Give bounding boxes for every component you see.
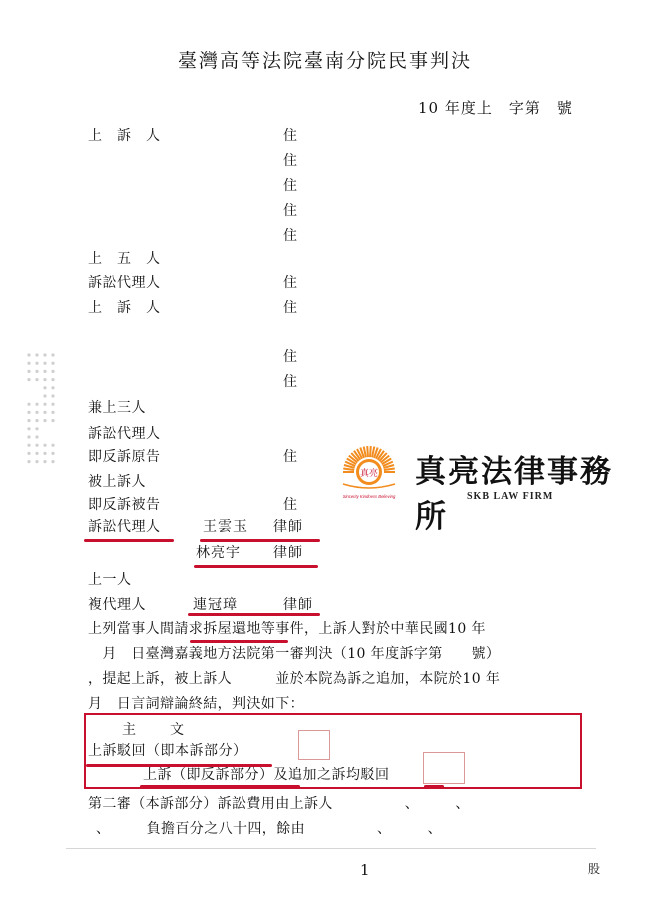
page-number: 1 [360, 861, 370, 879]
margin-dot [51, 386, 54, 389]
party-address-label: 住 [283, 153, 297, 169]
counsel-lawyer-1: 王雲玉 [203, 519, 248, 535]
margin-dot [27, 403, 30, 406]
party-role: 上 訴 人 [88, 300, 161, 316]
costs-line-2: 、 負擔百分之八十四，餘由 、 、 [96, 821, 442, 837]
sun-ray [367, 446, 368, 457]
margin-dot [27, 435, 30, 438]
body-line-1-a: 上列當事人間 [88, 621, 175, 637]
underline-counsel-role [84, 539, 174, 542]
verdict-item-2-a: 上訴（即反訴部分） [143, 767, 274, 783]
underline-claim [190, 640, 288, 643]
document-title: 臺灣高等法院臺南分院民事判決 [177, 50, 472, 72]
party-address-label: 住 [283, 300, 297, 316]
verdict-item-1: 上訴駁回（即本訴部分） [88, 743, 248, 759]
margin-dot [43, 370, 46, 373]
margin-dot [43, 411, 46, 414]
costs-line-1: 第二審（本訴部分）訴訟費用由上訴人 、 、 [88, 796, 470, 812]
party-address-label: 住 [283, 349, 297, 365]
party-address-label: 住 [283, 228, 297, 244]
counsel-role: 訴訟代理人 [88, 519, 161, 535]
party-role: 被上訴人 [88, 474, 146, 490]
margin-dot [35, 403, 38, 406]
margin-dot [27, 362, 30, 365]
margin-dot [35, 362, 38, 365]
claim-name: 請求拆屋還地 [174, 621, 261, 637]
sub-agent-name: 連冠璋 [193, 597, 238, 613]
underline-lawyer-2 [194, 565, 318, 568]
margin-dot [27, 444, 30, 447]
sun-ray [370, 446, 371, 457]
margin-dot [27, 452, 30, 455]
counsel-lawyer-1-title: 律師 [273, 519, 303, 535]
margin-dot [51, 403, 54, 406]
law-firm-watermark [327, 440, 617, 535]
margin-dot [51, 378, 54, 381]
firm-english-name: SKB LAW FIRM [467, 491, 554, 502]
body-line-1-c: 等事件，上訴人對於中華民國10 年 [260, 621, 486, 637]
margin-dot [27, 460, 30, 463]
seal-stamp-1 [298, 730, 330, 760]
counsel-lawyer-2-title: 律師 [273, 545, 303, 561]
case-number: 10 年度上 字第 號 [418, 99, 573, 117]
underline-sub-agent [188, 613, 320, 616]
margin-dot [43, 460, 46, 463]
binding-holes-decoration [26, 352, 56, 468]
party-address-label: 住 [283, 275, 297, 291]
party-role: 即反訴原告 [88, 449, 161, 465]
margin-dot [51, 460, 54, 463]
party-role: 兼上三人 [88, 400, 146, 416]
margin-dot [35, 427, 38, 430]
sub-agent-title: 律師 [283, 597, 313, 613]
underline-lawyer-1 [200, 539, 320, 542]
margin-dot [51, 444, 54, 447]
margin-dot [35, 435, 38, 438]
margin-dot [43, 378, 46, 381]
margin-dot [43, 444, 46, 447]
margin-dot [43, 403, 46, 406]
party-address-label: 住 [283, 128, 297, 144]
underline-verdict-2 [140, 785, 300, 788]
firm-name: 真亮法律事務所 [415, 454, 613, 535]
seal-stamp-2 [423, 752, 465, 784]
body-line-4: 月 日言詞辯論終結，判決如下： [88, 696, 304, 712]
margin-dot [35, 419, 38, 422]
margin-dot [27, 353, 30, 356]
margin-dot [43, 386, 46, 389]
underline-verdict-2-end [424, 785, 444, 788]
party-address-label: 住 [283, 449, 297, 465]
margin-dot [27, 419, 30, 422]
verdict-item-2-b: 及追加之訴均駁 [273, 767, 375, 783]
margin-dot [27, 427, 30, 430]
sun-logo-icon [327, 440, 411, 504]
party-role: 上 訴 人 [88, 128, 161, 144]
body-line-3: ，提起上訴，被上訴人 並於本院為訴之追加，本院於10 年 [88, 671, 501, 687]
party-address-label: 住 [283, 178, 297, 194]
margin-dot [43, 353, 46, 356]
party-address-label: 住 [283, 497, 297, 513]
margin-dot [51, 362, 54, 365]
margin-dot [43, 419, 46, 422]
sun-ray [384, 468, 395, 469]
sub-agent-role: 複代理人 [88, 597, 146, 613]
margin-dot [51, 452, 54, 455]
margin-dot [43, 394, 46, 397]
margin-dot [51, 411, 54, 414]
footer-rule [66, 848, 596, 849]
footer-mark: 股 [588, 862, 601, 876]
margin-dot [27, 378, 30, 381]
margin-dot [27, 370, 30, 373]
margin-dot [35, 353, 38, 356]
party-address-label: 住 [283, 203, 297, 219]
party-role: 訴訟代理人 [88, 275, 161, 291]
margin-dot [35, 444, 38, 447]
party-address-label: 住 [283, 374, 297, 390]
margin-dot [35, 378, 38, 381]
party-role: 上 五 人 [88, 251, 161, 267]
party-role: 即反訴被告 [88, 497, 161, 513]
verdict-item-2-c: 回 [375, 767, 390, 783]
logo-char: 真亮 [359, 469, 379, 479]
margin-dot [51, 419, 54, 422]
margin-dot [43, 362, 46, 365]
counsel-lawyer-2: 林亮宇 [196, 545, 241, 561]
sun-ray [343, 468, 354, 469]
verdict-heading: 主 文 [122, 722, 186, 738]
margin-dot [51, 394, 54, 397]
logo-tagline: Sincerity Kindness Believing [342, 494, 396, 499]
body-line-1 [88, 622, 486, 636]
sub-agent-above: 上一人 [88, 572, 132, 588]
margin-dot [51, 353, 54, 356]
margin-dot [35, 370, 38, 373]
margin-dot [43, 452, 46, 455]
margin-dot [27, 411, 30, 414]
margin-dot [51, 370, 54, 373]
margin-dot [35, 411, 38, 414]
party-role: 訴訟代理人 [88, 426, 161, 442]
margin-dot [35, 452, 38, 455]
body-line-2: 月 日臺灣嘉義地方法院第一審判決（10 年度訴字第 號） [88, 646, 501, 662]
verdict-item-2 [143, 768, 390, 782]
margin-dot [35, 460, 38, 463]
